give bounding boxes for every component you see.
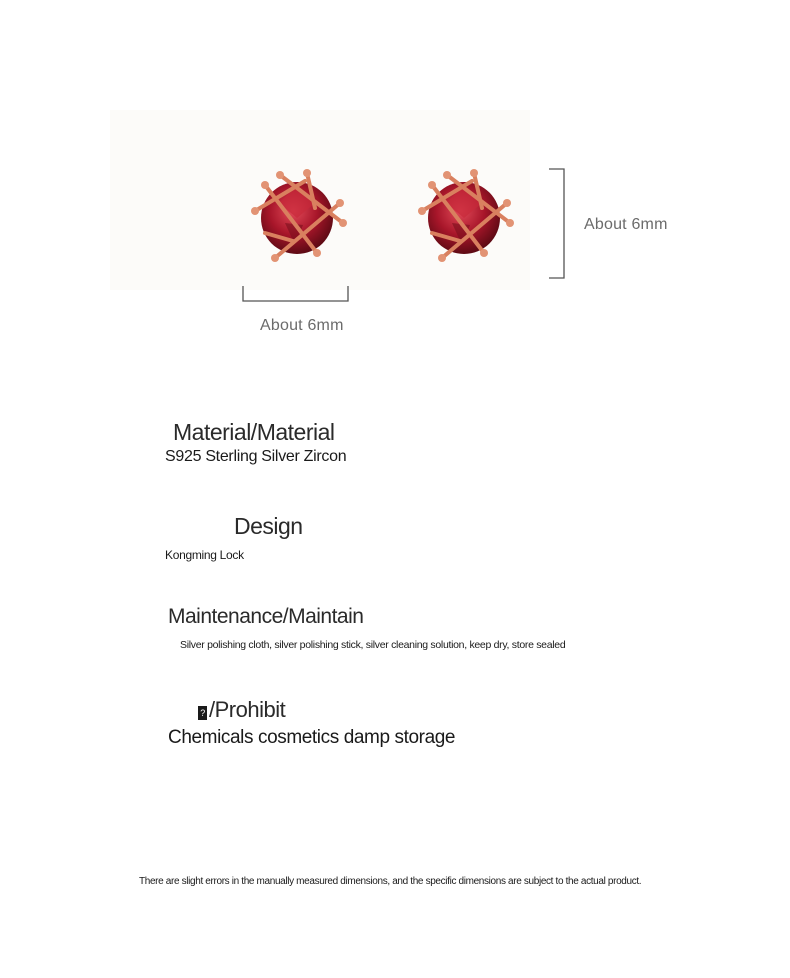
design-value: Kongming Lock: [165, 548, 244, 562]
prohibit-title-text: /Prohibit: [209, 697, 286, 722]
earring-left-icon: [245, 163, 355, 273]
height-dimension-bracket: [545, 165, 570, 283]
earring-right-icon: [412, 163, 522, 273]
design-title: Design: [234, 513, 303, 539]
material-value: S925 Sterling Silver Zircon: [165, 448, 347, 465]
maintenance-value: Silver polishing cloth, silver polishing stick, silver cleaning solution, keep dry, store sealed: [180, 639, 566, 651]
missing-character-glyph: ?: [198, 706, 207, 720]
dimension-disclaimer: There are slight errors in the manually measured dimensions, and the specific dimensions are subject to the actual product.: [139, 876, 642, 887]
maintenance-title: Maintenance/Maintain: [168, 605, 364, 628]
prohibit-value: Chemicals cosmetics damp storage: [168, 727, 456, 748]
height-dimension-label: About 6mm: [584, 216, 668, 233]
width-dimension-label: About 6mm: [260, 317, 344, 334]
prohibit-title: [198, 697, 285, 723]
width-dimension-bracket: [240, 284, 352, 304]
material-title: Material/Material: [173, 419, 335, 445]
